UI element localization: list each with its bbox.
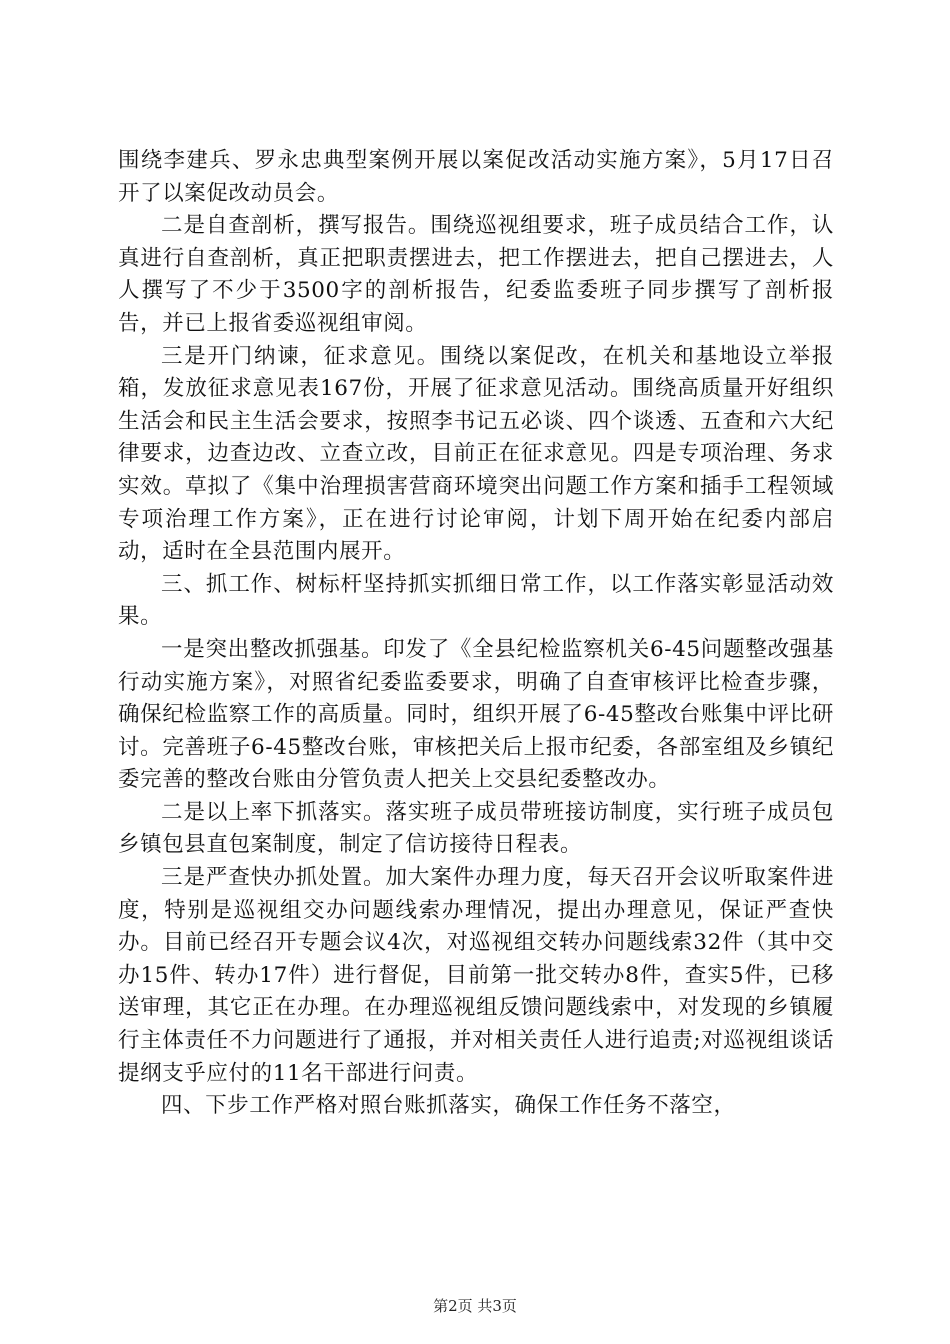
paragraph-6: 二是以上率下抓落实。落实班子成员带班接访制度，实行班子成员包乡镇包县直包案制度，制定了信访接待日程表。 xyxy=(118,799,834,858)
paragraph-2: 二是自查剖析，撰写报告。围绕巡视组要求，班子成员结合工作，认真进行自查剖析，真正把职责摆进去，把工作摆进去，把自己摆进去，人人撰写了不少于3500字的剖析报告，纪委监委班子同步撰写了剖析报告，并已上报省委巡视组审阅。 xyxy=(118,213,834,336)
paragraph-3: 三是开门纳谏，征求意见。围绕以案促改，在机关和基地设立举报箱，发放征求意见表167份，开展了征求意见活动。围绕高质量开好组织生活会和民主生活会要求，按照李书记五必谈、四个谈透、五查和六大纪律要求，边查边改、立查立改，目前正在征求意见。四是专项治理、务求实效。草拟了《集中治理损害营商环境突出问题工作方案和插手工程领域专项治理工作方案》，正在进行讨论审阅，计划下周开始在纪委内部启动，适时在全县范围内展开。 xyxy=(118,343,834,565)
document-body xyxy=(118,145,834,1123)
paragraph-5: 一是突出整改抓强基。印发了《全县纪检监察机关6-45问题整改强基行动实施方案》，对照省纪委监委要求，明确了自查审核评比检查步骤，确保纪检监察工作的高质量。同时，组织开展了6-45整改台账集中评比研讨。完善班子6-45整改台账，审核把关后上报市纪委，各部室组及乡镇纪委完善的整改台账由分管负责人把关上交县纪委整改办。 xyxy=(118,636,834,793)
page-number-label: 第2页 共3页 xyxy=(433,1297,517,1315)
paragraph-1: 围绕李建兵、罗永忠典型案例开展以案促改活动实施方案》，5月17日召开了以案促改动员会。 xyxy=(118,148,834,206)
paragraph-7: 三是严查快办抓处置。加大案件办理力度，每天召开会议听取案件进度，特别是巡视组交办问题线索办理情况，提出办理意见，保证严查快办。目前已经召开专题会议4次，对巡视组交转办问题线索32件（其中交办15件、转办17件）进行督促，目前第一批交转办8件，查实5件，已移送审理，其它正在办理。在办理巡视组反馈问题线索中，对发现的乡镇履行主体责任不力问题进行了通报，并对相关责任人进行追责;对巡视组谈话提纲支乎应付的11名干部进行问责。 xyxy=(118,865,834,1086)
paragraph-8: 四、下步工作严格对照台账抓落实，确保工作任务不落空， xyxy=(161,1093,736,1119)
paragraph-4: 三、抓工作、树标杆坚持抓实抓细日常工作，以工作落实彰显活动效果。 xyxy=(118,571,834,630)
page-footer xyxy=(0,1296,950,1316)
